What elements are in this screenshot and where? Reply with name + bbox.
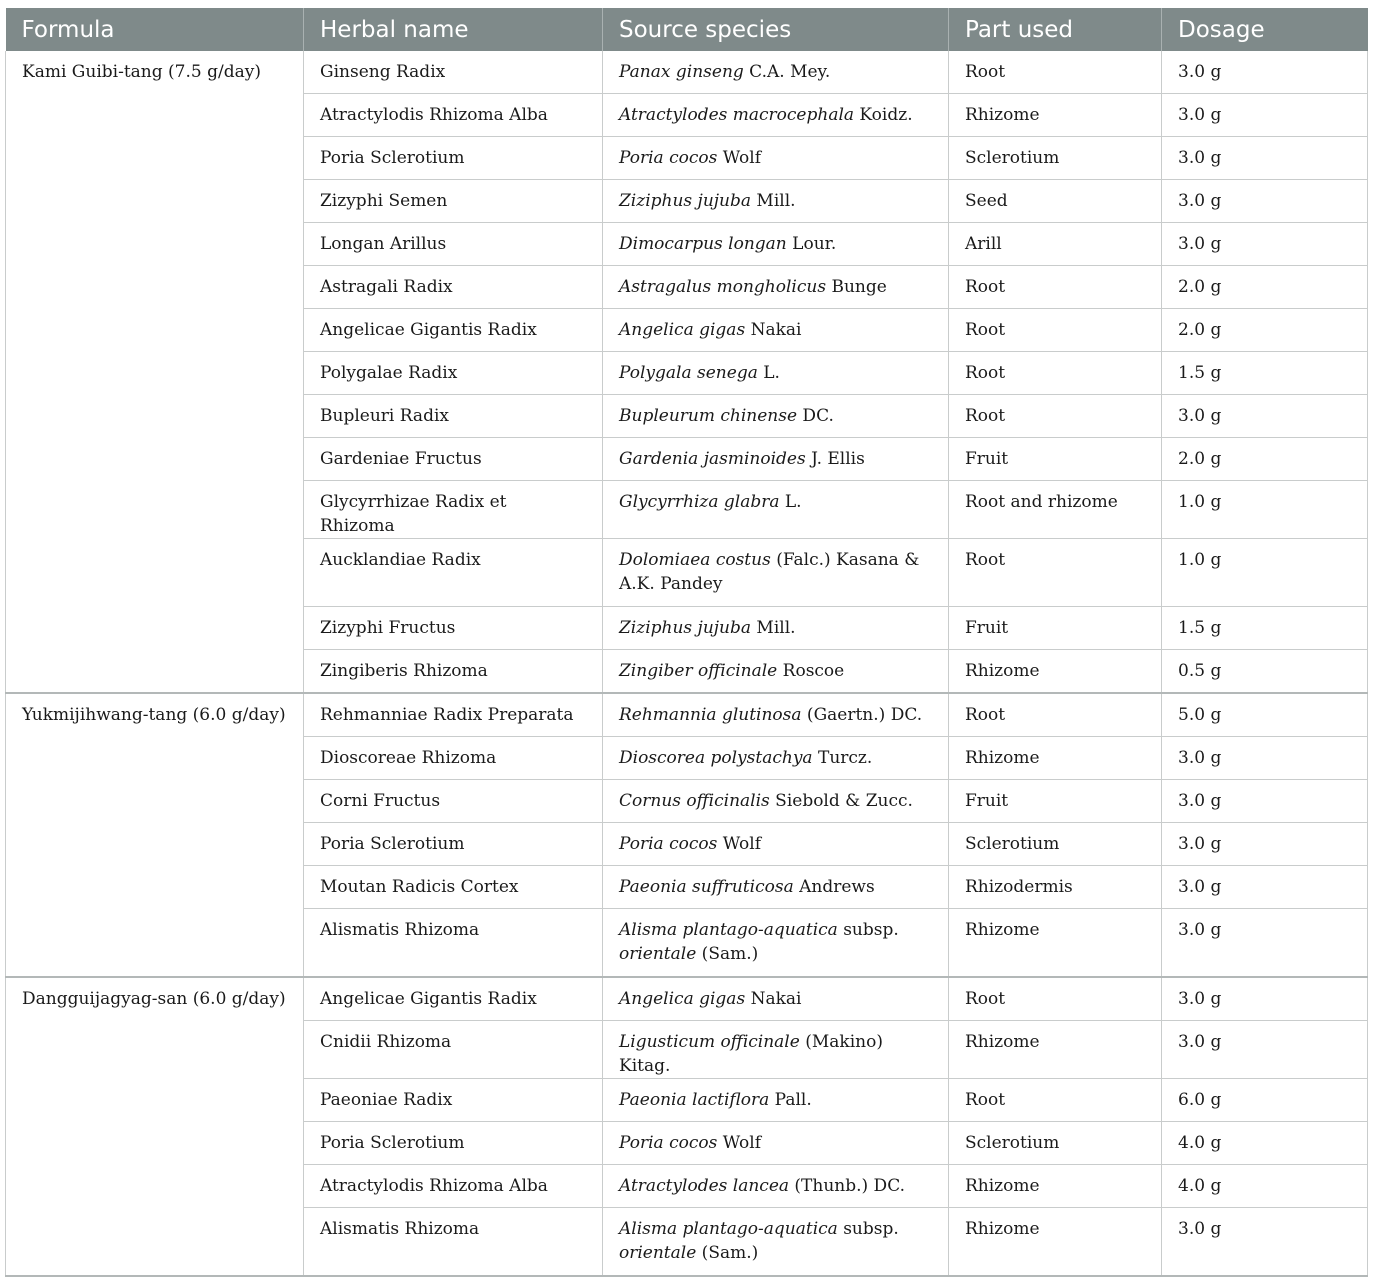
part-used-cell: Root bbox=[949, 395, 1162, 438]
herbal-name-cell: Poria Sclerotium bbox=[304, 1122, 603, 1165]
herbal-formula-table bbox=[5, 8, 1368, 1277]
species-italic: Poria cocos bbox=[619, 148, 718, 168]
source-species-cell bbox=[603, 866, 949, 909]
source-species-cell bbox=[603, 693, 949, 737]
herbal-name-cell: Zingiberis Rhizoma bbox=[304, 650, 603, 694]
species-authority: Wolf bbox=[717, 148, 762, 168]
species-authority: J. Ellis bbox=[805, 449, 865, 469]
dosage-cell: 3.0 g bbox=[1162, 94, 1368, 137]
herbal-name-cell: Astragali Radix bbox=[304, 266, 603, 309]
species-italic: Astragalus mongholicus bbox=[619, 277, 827, 297]
species-authority: Pall. bbox=[769, 1090, 812, 1110]
dosage-cell: 0.5 g bbox=[1162, 650, 1368, 694]
part-used-cell: Root and rhizome bbox=[949, 481, 1162, 539]
species-authority: (Falc.) Kasana & A.K. Pandey bbox=[619, 550, 925, 594]
dosage-cell: 3.0 g bbox=[1162, 737, 1368, 780]
species-authority: (Sam.) bbox=[696, 1243, 759, 1263]
source-species-cell bbox=[603, 223, 949, 266]
part-used-cell: Rhizome bbox=[949, 737, 1162, 780]
header-part-used: Part used bbox=[949, 8, 1162, 51]
dosage-cell: 1.0 g bbox=[1162, 539, 1368, 607]
part-used-cell: Root bbox=[949, 352, 1162, 395]
species-authority: Roscoe bbox=[777, 661, 845, 681]
source-species-cell bbox=[603, 395, 949, 438]
species-italic: Paeonia suffruticosa bbox=[619, 877, 794, 897]
herbal-name-cell: Rehmanniae Radix Preparata bbox=[304, 693, 603, 737]
formula-cell: Kami Guibi-tang (7.5 g/day) bbox=[6, 51, 304, 693]
part-used-cell: Root bbox=[949, 266, 1162, 309]
species-authority: subsp. bbox=[837, 1219, 905, 1239]
source-species-cell bbox=[603, 539, 949, 607]
species-italic: Alisma plantago-aquatica bbox=[619, 920, 838, 940]
part-used-cell: Rhizome bbox=[949, 650, 1162, 694]
source-species-cell bbox=[603, 309, 949, 352]
dosage-cell: 3.0 g bbox=[1162, 780, 1368, 823]
dosage-cell: 3.0 g bbox=[1162, 1208, 1368, 1277]
dosage-cell: 1.5 g bbox=[1162, 352, 1368, 395]
source-species-cell bbox=[603, 1122, 949, 1165]
herbal-name-cell: Angelicae Gigantis Radix bbox=[304, 309, 603, 352]
dosage-cell: 6.0 g bbox=[1162, 1079, 1368, 1122]
species-authority: (Makino) Kitag. bbox=[619, 1032, 889, 1076]
species-italic: Paeonia lactiflora bbox=[619, 1090, 770, 1110]
species-italic: Alisma plantago-aquatica bbox=[619, 1219, 838, 1239]
herbal-name-cell: Aucklandiae Radix bbox=[304, 539, 603, 607]
part-used-cell: Seed bbox=[949, 180, 1162, 223]
part-used-cell: Root bbox=[949, 51, 1162, 94]
species-italic: Gardenia jasminoides bbox=[619, 449, 806, 469]
header-formula: Formula bbox=[6, 8, 304, 51]
species-authority: Mill. bbox=[751, 618, 796, 638]
formula-cell: Yukmijihwang-tang (6.0 g/day) bbox=[6, 693, 304, 977]
species-italic: Angelica gigas bbox=[619, 989, 746, 1009]
table-row bbox=[6, 51, 1368, 94]
herbal-name-cell: Atractylodis Rhizoma Alba bbox=[304, 1165, 603, 1208]
dosage-cell: 3.0 g bbox=[1162, 51, 1368, 94]
species-authority: subsp. bbox=[837, 920, 905, 940]
species-authority: L. bbox=[757, 363, 780, 383]
herbal-name-cell: Dioscoreae Rhizoma bbox=[304, 737, 603, 780]
herbal-name-cell: Zizyphi Fructus bbox=[304, 607, 603, 650]
species-authority: Wolf bbox=[717, 834, 762, 854]
species-italic: Zingiber officinale bbox=[619, 661, 778, 681]
herbal-name-cell: Atractylodis Rhizoma Alba bbox=[304, 94, 603, 137]
species-italic: orientale bbox=[619, 944, 697, 964]
source-species-cell bbox=[603, 137, 949, 180]
dosage-cell: 3.0 g bbox=[1162, 866, 1368, 909]
herbal-name-cell: Moutan Radicis Cortex bbox=[304, 866, 603, 909]
source-species-cell bbox=[603, 438, 949, 481]
herbal-name-cell: Paeoniae Radix bbox=[304, 1079, 603, 1122]
species-italic: Poria cocos bbox=[619, 834, 718, 854]
species-italic: Ziziphus jujuba bbox=[619, 618, 752, 638]
part-used-cell: Rhizome bbox=[949, 909, 1162, 978]
dosage-cell: 3.0 g bbox=[1162, 223, 1368, 266]
dosage-cell: 4.0 g bbox=[1162, 1122, 1368, 1165]
part-used-cell: Rhizome bbox=[949, 94, 1162, 137]
species-authority: Andrews bbox=[793, 877, 875, 897]
part-used-cell: Fruit bbox=[949, 607, 1162, 650]
part-used-cell: Fruit bbox=[949, 438, 1162, 481]
part-used-cell: Root bbox=[949, 977, 1162, 1021]
species-italic: Cornus officinalis bbox=[619, 791, 770, 811]
dosage-cell: 5.0 g bbox=[1162, 693, 1368, 737]
table-body bbox=[6, 51, 1368, 1276]
source-species-cell bbox=[603, 823, 949, 866]
species-authority: (Gaertn.) DC. bbox=[801, 705, 923, 725]
source-species-cell bbox=[603, 650, 949, 694]
species-italic: Atractylodes macrocephala bbox=[619, 105, 855, 125]
herbal-name-cell: Corni Fructus bbox=[304, 780, 603, 823]
species-italic: Panax ginseng bbox=[619, 62, 744, 82]
species-italic: Atractylodes lancea bbox=[619, 1176, 790, 1196]
dosage-cell: 2.0 g bbox=[1162, 309, 1368, 352]
source-species-cell bbox=[603, 909, 949, 978]
species-italic: Polygala senega bbox=[619, 363, 758, 383]
source-species-cell bbox=[603, 266, 949, 309]
table-header bbox=[6, 8, 1368, 51]
species-authority: Bunge bbox=[826, 277, 887, 297]
species-authority: Nakai bbox=[745, 320, 802, 340]
source-species-cell bbox=[603, 51, 949, 94]
species-italic: Ligusticum officinale bbox=[619, 1032, 800, 1052]
source-species-cell bbox=[603, 352, 949, 395]
source-species-cell bbox=[603, 1165, 949, 1208]
herbal-name-cell: Gardeniae Fructus bbox=[304, 438, 603, 481]
table-row bbox=[6, 977, 1368, 1021]
part-used-cell: Root bbox=[949, 693, 1162, 737]
species-authority: (Sam.) bbox=[696, 944, 759, 964]
table-row bbox=[6, 693, 1368, 737]
source-species-cell bbox=[603, 737, 949, 780]
dosage-cell: 3.0 g bbox=[1162, 180, 1368, 223]
dosage-cell: 4.0 g bbox=[1162, 1165, 1368, 1208]
dosage-cell: 3.0 g bbox=[1162, 137, 1368, 180]
species-italic: Ziziphus jujuba bbox=[619, 191, 752, 211]
herbal-name-cell: Poria Sclerotium bbox=[304, 823, 603, 866]
source-species-cell bbox=[603, 1079, 949, 1122]
header-source-species: Source species bbox=[603, 8, 949, 51]
species-authority: Turcz. bbox=[812, 748, 873, 768]
herbal-name-cell: Angelicae Gigantis Radix bbox=[304, 977, 603, 1021]
header-row bbox=[6, 8, 1368, 51]
herbal-name-cell: Poria Sclerotium bbox=[304, 137, 603, 180]
part-used-cell: Fruit bbox=[949, 780, 1162, 823]
dosage-cell: 3.0 g bbox=[1162, 977, 1368, 1021]
part-used-cell: Rhizome bbox=[949, 1165, 1162, 1208]
part-used-cell: Sclerotium bbox=[949, 823, 1162, 866]
herbal-name-cell: Ginseng Radix bbox=[304, 51, 603, 94]
species-authority: Siebold & Zucc. bbox=[769, 791, 913, 811]
species-authority: Mill. bbox=[751, 191, 796, 211]
part-used-cell: Root bbox=[949, 539, 1162, 607]
species-italic: Rehmannia glutinosa bbox=[619, 705, 802, 725]
herbal-name-cell: Bupleuri Radix bbox=[304, 395, 603, 438]
dosage-cell: 3.0 g bbox=[1162, 823, 1368, 866]
part-used-cell: Rhizome bbox=[949, 1208, 1162, 1277]
dosage-cell: 2.0 g bbox=[1162, 438, 1368, 481]
part-used-cell: Rhizome bbox=[949, 1021, 1162, 1079]
dosage-cell: 1.0 g bbox=[1162, 481, 1368, 539]
dosage-cell: 1.5 g bbox=[1162, 607, 1368, 650]
dosage-cell: 2.0 g bbox=[1162, 266, 1368, 309]
part-used-cell: Rhizodermis bbox=[949, 866, 1162, 909]
herbal-name-cell: Zizyphi Semen bbox=[304, 180, 603, 223]
species-italic: Bupleurum chinense bbox=[619, 406, 798, 426]
source-species-cell bbox=[603, 1208, 949, 1277]
species-authority: Lour. bbox=[786, 234, 837, 254]
species-authority: C.A. Mey. bbox=[743, 62, 831, 82]
species-authority: Koidz. bbox=[854, 105, 913, 125]
part-used-cell: Arill bbox=[949, 223, 1162, 266]
species-italic: Angelica gigas bbox=[619, 320, 746, 340]
species-authority: Nakai bbox=[745, 989, 802, 1009]
source-species-cell bbox=[603, 780, 949, 823]
source-species-cell bbox=[603, 607, 949, 650]
species-authority: DC. bbox=[797, 406, 834, 426]
dosage-cell: 3.0 g bbox=[1162, 909, 1368, 978]
herbal-name-cell: Cnidii Rhizoma bbox=[304, 1021, 603, 1079]
header-herbal-name: Herbal name bbox=[304, 8, 603, 51]
herbal-name-cell: Alismatis Rhizoma bbox=[304, 1208, 603, 1277]
source-species-cell bbox=[603, 481, 949, 539]
species-authority: (Thunb.) DC. bbox=[789, 1176, 905, 1196]
formula-cell: Dangguijagyag-san (6.0 g/day) bbox=[6, 977, 304, 1276]
dosage-cell: 3.0 g bbox=[1162, 1021, 1368, 1079]
species-italic: orientale bbox=[619, 1243, 697, 1263]
species-italic: Poria cocos bbox=[619, 1133, 718, 1153]
species-italic: Dimocarpus longan bbox=[619, 234, 787, 254]
part-used-cell: Sclerotium bbox=[949, 137, 1162, 180]
herbal-name-cell: Polygalae Radix bbox=[304, 352, 603, 395]
source-species-cell bbox=[603, 977, 949, 1021]
header-dosage: Dosage bbox=[1162, 8, 1368, 51]
dosage-cell: 3.0 g bbox=[1162, 395, 1368, 438]
source-species-cell bbox=[603, 1021, 949, 1079]
part-used-cell: Root bbox=[949, 1079, 1162, 1122]
species-italic: Dolomiaea costus bbox=[619, 550, 771, 570]
species-authority: L. bbox=[779, 492, 802, 512]
herbal-name-cell: Glycyrrhizae Radix et Rhizoma bbox=[304, 481, 603, 539]
herbal-name-cell: Longan Arillus bbox=[304, 223, 603, 266]
part-used-cell: Sclerotium bbox=[949, 1122, 1162, 1165]
species-authority: Wolf bbox=[717, 1133, 762, 1153]
species-italic: Dioscorea polystachya bbox=[619, 748, 813, 768]
part-used-cell: Root bbox=[949, 309, 1162, 352]
source-species-cell bbox=[603, 180, 949, 223]
species-italic: Glycyrrhiza glabra bbox=[619, 492, 780, 512]
source-species-cell bbox=[603, 94, 949, 137]
herbal-name-cell: Alismatis Rhizoma bbox=[304, 909, 603, 978]
